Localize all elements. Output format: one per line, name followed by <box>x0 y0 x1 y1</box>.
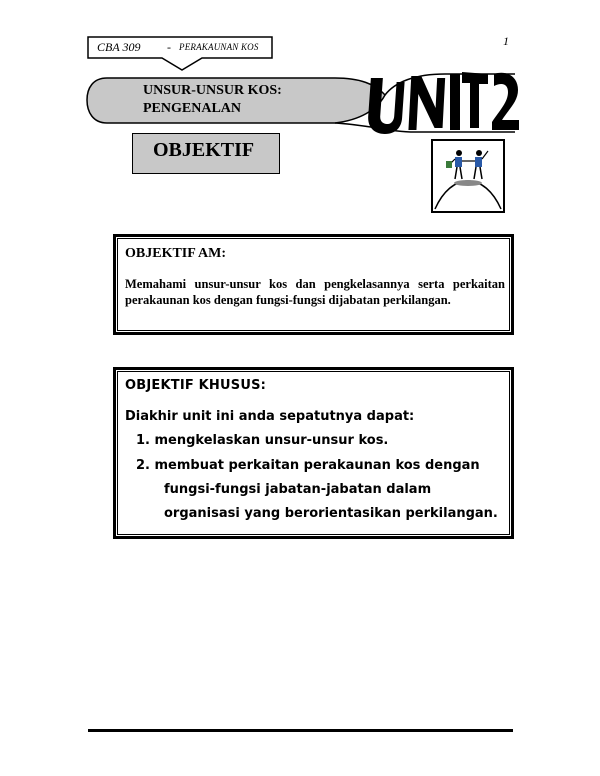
course-name: PERAKAUNAN KOS <box>179 42 259 52</box>
objektif-khusus-heading: OBJEKTIF KHUSUS: <box>125 378 267 393</box>
page-number: 1 <box>503 34 509 48</box>
objektif-label: OBJEKTIF <box>153 139 255 161</box>
footer-rule <box>88 729 513 732</box>
unit-2-lettering <box>330 62 520 142</box>
course-header-tag <box>87 36 273 58</box>
objektif-label-box <box>132 133 280 174</box>
unit-title-line1: UNSUR-UNSUR KOS: <box>143 83 282 98</box>
objektif-khusus-item-1: 1. mengkelaskan unsur-unsur kos. <box>136 433 389 448</box>
objektif-khusus-item-2-line2: fungsi-fungsi jabatan-jabatan dalam <box>164 482 432 497</box>
unit-2-logo <box>330 62 520 142</box>
objektif-khusus-box <box>113 367 514 539</box>
objektif-am-heading: OBJEKTIF AM: <box>125 246 226 261</box>
course-code: CBA 309 <box>97 40 141 54</box>
unit-title-line2: PENGENALAN <box>143 101 242 116</box>
objektif-am-text: Memahami unsur-unsur kos dan pengkelasannya serta perkaitan perakaunan kos dengan fungsi-fungsi dijabatan perkilangan. <box>125 277 505 307</box>
clipart-picture <box>431 139 505 213</box>
course-separator: - <box>167 40 171 54</box>
objektif-khusus-item-2-line3: organisasi yang berorientasikan perkilangan. <box>164 506 498 521</box>
objektif-am-box <box>113 234 514 335</box>
objektif-khusus-item-2-line1: 2. membuat perkaitan perakaunan kos dengan <box>136 458 480 473</box>
two-people-on-hill-icon <box>433 141 503 211</box>
objektif-khusus-intro: Diakhir unit ini anda sepatutnya dapat: <box>125 409 415 424</box>
